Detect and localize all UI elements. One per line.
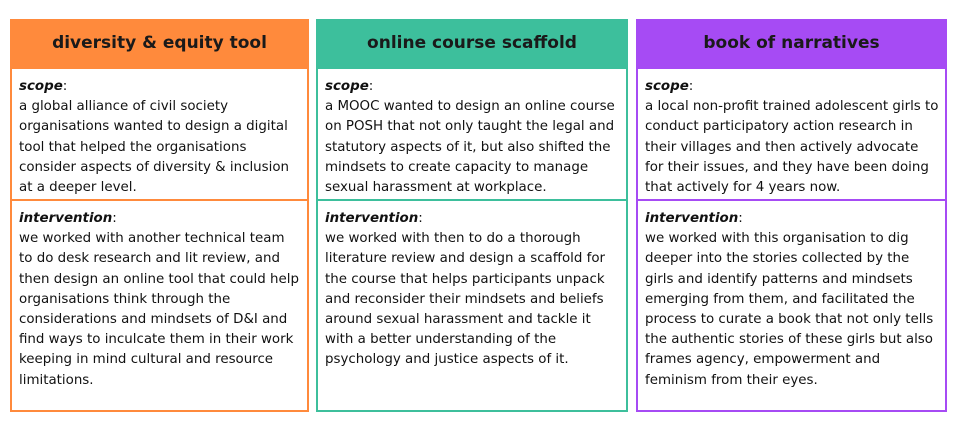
label-colon: :: [688, 79, 694, 94]
intervention-label: intervention: [325, 211, 419, 226]
card-title: book of narratives: [636, 19, 947, 67]
label-colon: :: [62, 79, 68, 94]
scope-box: [636, 67, 947, 201]
intervention-box: [636, 199, 947, 412]
intervention-text: we worked with another technical team to do desk research and lit review, and then design an online tool that could help organisations think through the considerations and mindsets of D&I and find ways to inculcate them in their work keeping in mind cultural and resource limitations.: [19, 231, 299, 388]
scope-box: [316, 67, 628, 201]
label-colon: :: [418, 211, 423, 226]
label-colon: :: [738, 211, 743, 226]
intervention-label: intervention: [19, 211, 113, 226]
scope-text: a global alliance of civil society organisations wanted to design a digital tool that helped the organisations consider aspects of diversity & inclusion at a deeper level.: [19, 99, 290, 196]
intervention-box: [10, 199, 309, 412]
card-title: online course scaffold: [316, 19, 628, 67]
card-title: diversity & equity tool: [10, 19, 309, 67]
scope-label: scope: [645, 79, 689, 94]
intervention-text: we worked with this organisation to dig deeper into the stories collected by the girls and identify patterns and mindsets emerging from them, and facilitated the process to curate a book that not only tells the authentic stories of these girls but also frames agency, empowerment and feminism from their eyes.: [645, 231, 934, 388]
label-colon: :: [112, 211, 117, 226]
scope-box: [10, 67, 309, 201]
intervention-text: we worked with then to do a thorough literature review and design a scaffold for the course that helps participants unpack and reconsider their mindsets and beliefs around sexual harassment and tackle it with a better understanding of the psychology and justice aspects of it.: [325, 231, 606, 368]
label-colon: :: [368, 79, 374, 94]
card-book-of-narratives: [636, 19, 947, 412]
intervention-label: intervention: [645, 211, 739, 226]
card-online-course-scaffold: [316, 19, 628, 412]
card-diversity-equity-tool: [10, 19, 309, 412]
scope-text: a MOOC wanted to design an online course on POSH that not only taught the legal and statutory aspects of it, but also shifted the mindsets to create capacity to manage sexual harassment at workplace.: [325, 99, 615, 196]
scope-text: a local non-profit trained adolescent girls to conduct participatory action research in their villages and then actively advocate for their issues, and they have been doing that actively for 4 years now.: [645, 99, 939, 196]
scope-label: scope: [325, 79, 369, 94]
scope-label: scope: [19, 79, 63, 94]
intervention-box: [316, 199, 628, 412]
